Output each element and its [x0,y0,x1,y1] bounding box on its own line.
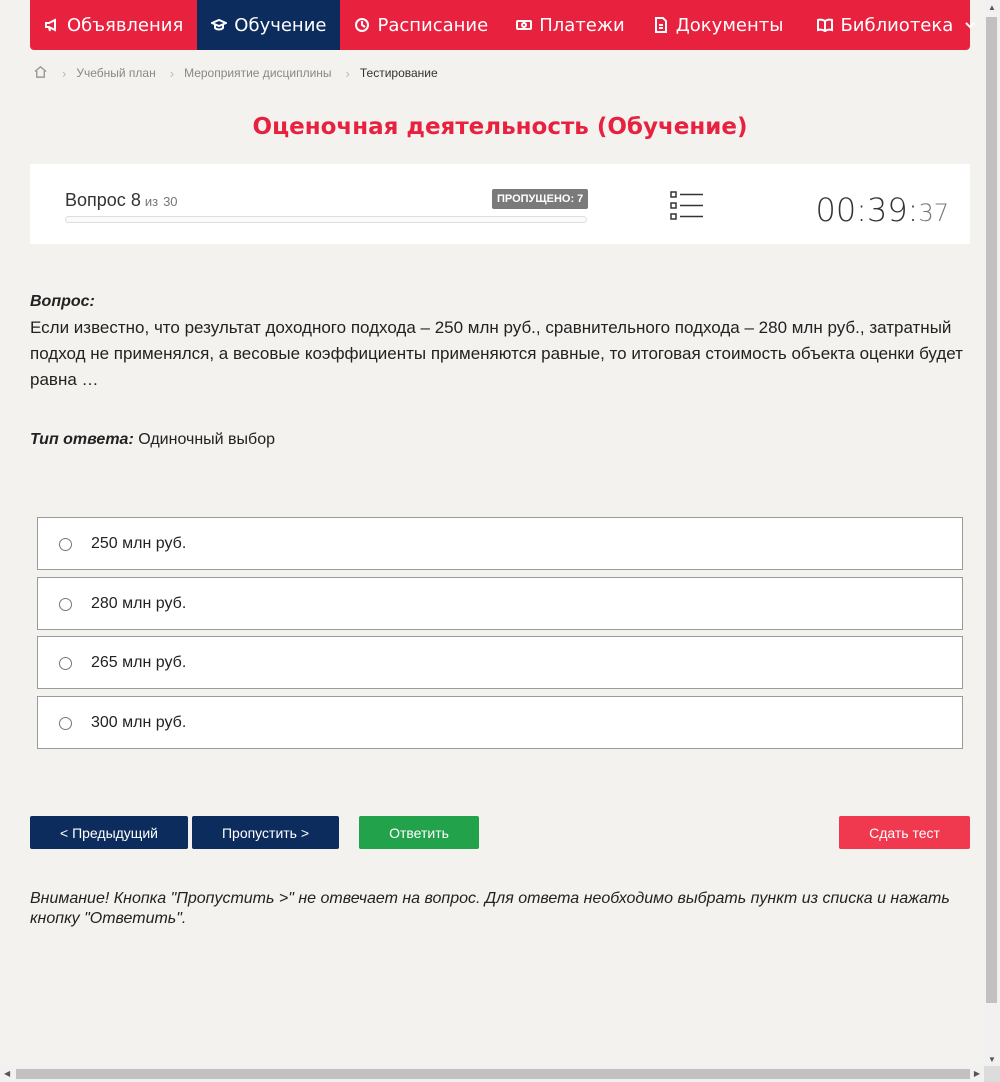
answer-option[interactable] [37,636,963,689]
graduation-cap-icon [211,17,227,33]
chevron-down-icon [964,19,976,31]
scroll-right-arrow-icon[interactable]: ▶ [973,1069,980,1078]
question-label: Вопрос: [30,293,95,310]
book-icon [817,17,833,33]
option-radio[interactable] [59,538,72,551]
total-questions: 30 [163,194,178,209]
question-word: Вопрос [65,190,126,210]
breadcrumb [33,63,438,83]
money-icon [516,17,532,33]
answer-type-label: Тип ответа: [30,431,134,448]
scroll-down-arrow-icon[interactable]: ▼ [988,1055,996,1064]
skip-button[interactable]: Пропустить > [192,816,339,849]
main-nav [30,0,970,50]
chevron-right-icon: › [169,65,175,81]
chevron-right-icon: › [345,65,350,81]
nav-item-label: Библиотека [840,14,954,36]
nav-item-learning[interactable] [197,0,340,50]
current-question-number: 8 [130,190,141,210]
nav-item-documents[interactable] [639,0,798,50]
megaphone-icon [44,17,60,33]
timer-hours-minutes: 00:39: [815,191,919,229]
answer-button[interactable]: Ответить [359,816,479,849]
nav-item-label: Документы [675,14,784,36]
nav-item-label: Объявления [67,14,184,36]
home-icon[interactable] [33,64,48,82]
nav-item-payments[interactable] [502,0,639,50]
answer-option[interactable] [37,517,963,570]
breadcrumb-current: Тестирование [359,66,438,80]
nav-item-library[interactable] [803,0,990,50]
skipped-badge: ПРОПУЩЕНО: 7 [492,189,588,209]
question-counter [65,190,178,211]
of-word: из [144,194,159,209]
option-radio[interactable] [59,717,72,730]
scroll-up-arrow-icon[interactable]: ▲ [988,3,996,12]
question-text: Если известно, что результат доходного подхода – 250 млн руб., сравнительного подхода – 280 млн руб., затратный подход не применялся, а весовые коэффициенты применяются равные, то итоговая стоимость объекта оценки будет равна … [30,318,963,389]
file-icon [653,17,669,33]
warning-text: Внимание! Кнопка "Пропустить >" не отвечает на вопрос. Для ответа необходимо выбрать пункт из списка и нажать кнопку "Ответить". [30,890,950,927]
breadcrumb-link-discipline-event[interactable]: Мероприятие дисциплины [184,66,332,80]
answer-option[interactable] [37,577,963,630]
vertical-scrollbar[interactable] [984,0,1000,1066]
clock-icon [354,17,370,33]
question-list-icon[interactable] [670,190,704,222]
option-label[interactable]: 265 млн руб. [91,653,187,671]
answer-type-value: Одиночный выбор [138,431,275,448]
timer-seconds: 37 [918,199,949,227]
horizontal-scroll-thumb[interactable] [16,1069,970,1079]
option-label[interactable]: 280 млн руб. [91,594,187,612]
chevron-right-icon: › [62,65,67,81]
submit-test-button[interactable]: Сдать тест [839,816,970,849]
timer [815,191,949,229]
answer-option[interactable] [37,696,963,749]
previous-button[interactable]: < Предыдущий [30,816,188,849]
option-radio[interactable] [59,657,72,670]
nav-item-schedule[interactable] [340,0,502,50]
option-label[interactable]: 250 млн руб. [91,534,187,552]
horizontal-scrollbar[interactable] [0,1066,984,1082]
breadcrumb-link-curriculum[interactable]: Учебный план [76,66,156,80]
scroll-left-arrow-icon[interactable]: ◀ [4,1069,11,1078]
nav-item-label: Обучение [234,14,327,36]
answer-type [30,431,275,449]
scrollbar-corner [984,1066,1000,1082]
page-title: Оценочная деятельность (Обучение) [252,114,748,140]
option-radio[interactable] [59,598,72,611]
progress-bar [65,216,587,223]
nav-item-announcements[interactable] [30,0,197,50]
vertical-scroll-thumb[interactable] [986,17,997,1003]
option-label[interactable]: 300 млн руб. [91,713,187,731]
nav-item-label: Расписание [377,14,489,36]
test-status-panel [30,164,970,244]
nav-item-label: Платежи [539,14,625,36]
